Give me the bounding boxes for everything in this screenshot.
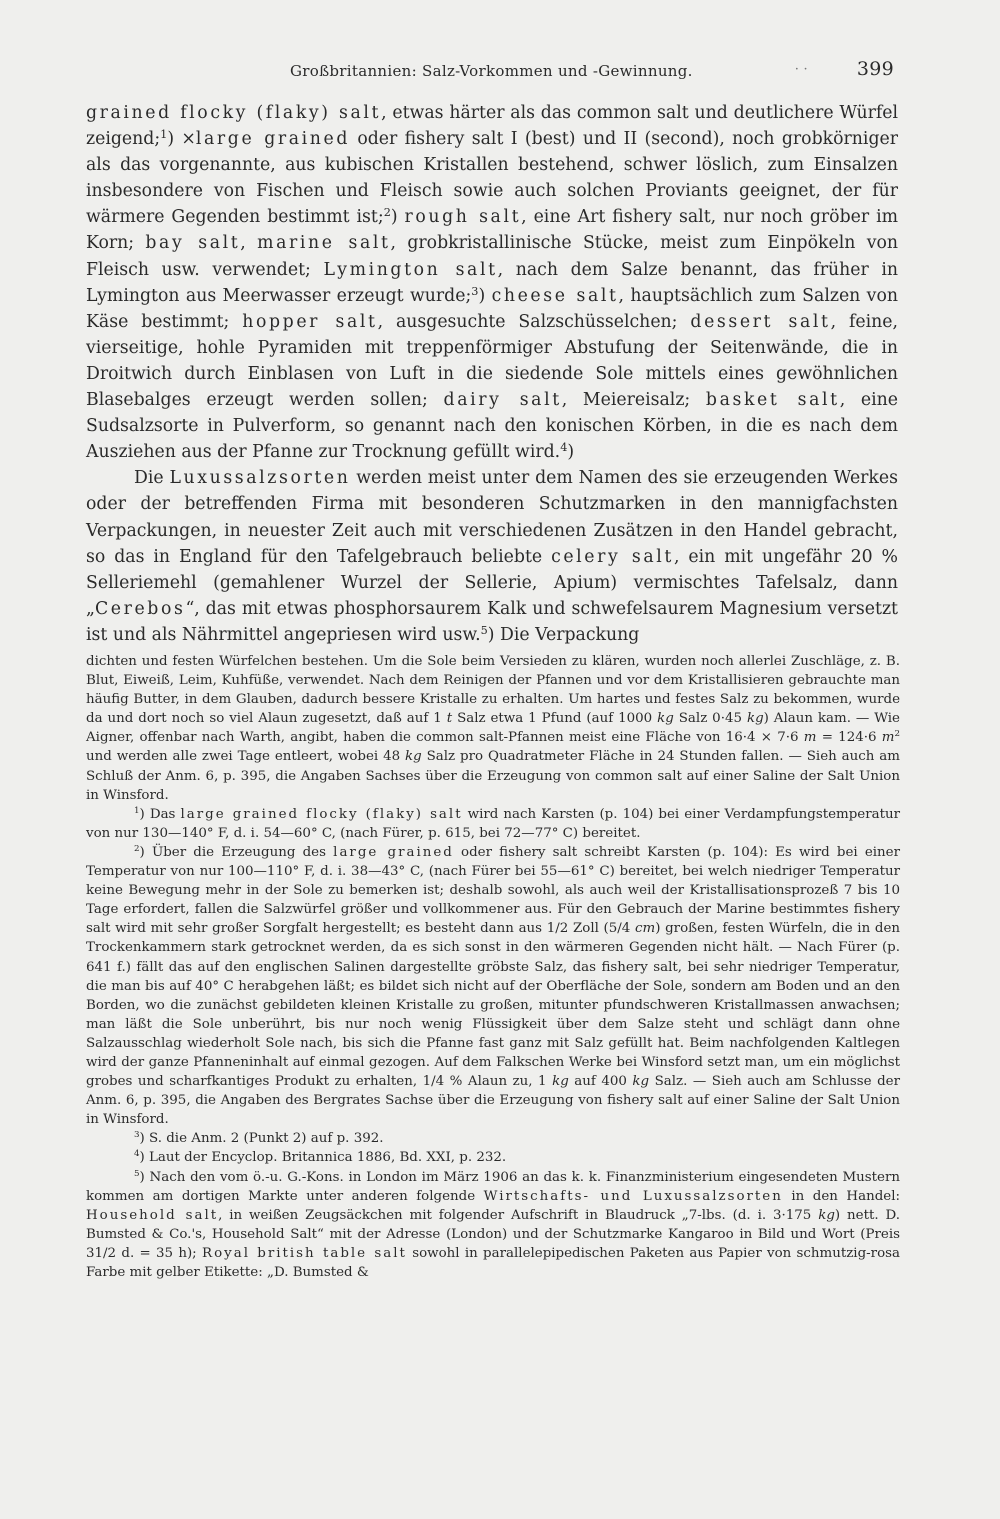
spaced-term: Wirtschafts- und Luxussalzsorten: [483, 1188, 783, 1204]
text-run: d. = 35 h);: [116, 1245, 202, 1261]
text-run: ) Über die Erzeugung des: [139, 844, 334, 860]
header-mark: · ·: [794, 62, 808, 77]
text-run: in den Handel:: [782, 1188, 901, 1204]
footnotes: [86, 652, 900, 1282]
text-run: , Meiereisalz;: [561, 390, 706, 411]
footnote-marker: 4: [560, 441, 568, 455]
spaced-term: bay salt: [145, 233, 241, 254]
text-run: , grobkristallinische Stücke, meist zum Einpökeln von Fleisch usw. verwendet;: [86, 233, 898, 280]
spaced-term: hopper salt: [242, 311, 378, 332]
text-run: ,: [240, 233, 258, 254]
text-run: , ausgesuchte Salzschüsselchen;: [377, 311, 691, 332]
text-run: , ein mit ungefähr 20 % Selleriemehl (gemahlener Wurzel der Sellerie, Apium) vermischtes Tafelsalz, dann „: [86, 546, 898, 619]
text-run: 1/4 %: [422, 1074, 463, 1090]
text-run: ): [478, 285, 492, 306]
spaced-term: grained flocky (flaky) salt: [86, 103, 382, 123]
text-run: und werden alle zwei Tage entleert, wobei 48: [86, 749, 406, 765]
text-run: werden meist unter dem Namen des sie erzeugenden Werkes oder der betreffenden Firma mit besonderen Schutzmarken in den mannigfachsten Verpackungen, in neuester Zeit auch mit verschiedenen Zusätzen in den Handel gebracht, so das in England für den Tafelgebrauch beliebte: [86, 468, 898, 567]
text-run: ): [567, 442, 575, 463]
running-header: [86, 58, 906, 86]
footnote-1: [86, 805, 900, 843]
text-run: dichten und festen Würfelchen bestehen. Um die Sole beim Versieden zu klären, wurden noch allerlei Zuschläge, z. B. Blut, Eiweiß, Leim, Kuhfüße, verwendet. Nach dem Reinigen der Pfannen und vor dem Kristallisieren gebrauchte man häufig Butter, in dem Glauben, dadurch bessere Kristalle zu erhalten. Um hartes und festes Salz zu bekommen, wurde da und dort noch so viel Alaun zugesetzt, daß auf 1: [86, 654, 900, 727]
unit-text: kg: [818, 1207, 835, 1223]
text-run: , in weißen Zeugsäckchen mit folgender Aufschrift in Blaudruck „7-lbs. (d. i. 3·175: [218, 1207, 819, 1223]
footnote-3: [86, 1129, 900, 1148]
running-title: Großbritannien: Salz-Vorkommen und -Gewinnung.: [290, 62, 693, 80]
spaced-term: Cerebos: [94, 598, 186, 619]
spaced-term: Luxussalzsorten: [169, 468, 351, 489]
unit-text: kg: [746, 711, 764, 727]
unit-text: m: [803, 730, 817, 746]
text-run: ) ×: [167, 129, 196, 150]
text-run: Alaun zu, 1: [462, 1074, 553, 1090]
spaced-term: Royal british table salt: [202, 1245, 407, 1261]
spaced-term: Household salt: [86, 1207, 219, 1223]
text-run: , etwas härter als das common salt und deutlichere Würfel zeigend;: [86, 103, 898, 150]
paragraph-luxury-salts: [86, 465, 898, 648]
unit-text: kg: [552, 1074, 569, 1090]
footnote-marker: 1: [160, 127, 168, 141]
text-run: ) Das: [139, 806, 181, 822]
text-run: wird nach Karsten (p. 104) bei einer Verdampfungstemperatur von nur 130—140° F, d. i. 54—60° C, (nach Fürer, p. 615, bei 72—77° C) bereitet.: [86, 806, 900, 841]
footnote-marker: 4: [134, 1149, 140, 1160]
spaced-term: cheese salt: [491, 285, 619, 306]
spaced-term: dessert salt: [690, 311, 831, 332]
spaced-term: basket salt: [705, 390, 840, 411]
unit-text: kg: [632, 1074, 650, 1090]
main-text: [86, 100, 898, 648]
footnote-2: [86, 843, 900, 1129]
unit-text: kg: [405, 749, 422, 765]
footnote-marker: 2: [134, 844, 140, 855]
text-run: ): [390, 207, 405, 228]
text-run: auf 400: [568, 1074, 633, 1090]
text-run: ) S. die Anm. 2 (Punkt 2) auf p. 392.: [139, 1131, 384, 1147]
paragraph-salt-types: [86, 100, 898, 465]
unit-text: cm: [635, 921, 656, 937]
text-run: Salz etwa 1 Pfund (auf 1000: [452, 711, 658, 727]
footnote-marker: 2: [383, 206, 391, 220]
spaced-term: marine salt: [257, 233, 391, 254]
page-number: 399: [856, 58, 894, 80]
text-run: 1/2: [94, 1245, 117, 1261]
text-run: ) Laut der Encyclop. Britannica 1886, Bd. XXI, p. 232.: [139, 1150, 507, 1166]
text-run: ) Alaun kam. — Wie Aigner, offenbar nach Warth, angibt, haben die common salt-Pfannen meist eine Fläche von 16·4 × 7·6: [86, 711, 900, 746]
spaced-term: dairy salt: [443, 390, 562, 411]
text-run: sowohl in parallelepipedischen Paketen aus Papier von schmutzig-rosa Farbe mit gelber Etikette: „D. Bumsted &: [86, 1245, 901, 1280]
text-run: , eine Art fishery salt, nur noch gröber im Korn;: [86, 207, 898, 254]
text-run: oder fishery salt I (best) und II (second), noch grobkörniger als das vorgenannte, aus kubischen Kristallen bestehend, schwer löslich, zum Einsalzen insbesondere von Fischen und Fleisch sowie auch solchen Proviants geeignet, der für wärmere Gegenden bestimmt ist;: [86, 129, 898, 228]
footnote-marker: 5: [134, 1168, 140, 1179]
footnote-5: [86, 1168, 900, 1283]
text-run: Salz. — Sieh auch am Schlusse der Anm. 6, p. 395, die Angaben des Bergrates Sachse über die Erzeugung von fishery salt auf einer Saline der Salt Union in Winsford.: [86, 1074, 900, 1128]
spaced-term: rough salt: [404, 207, 522, 228]
text-run: , feine, vierseitige, hohle Pyramiden mit treppenförmiger Abstufung der Seitenwände, die in Droitwich durch Einblasen von Luft in die siedende Sole mittels eines gewöhnlichen Blasebalges erzeugt werden sollen;: [86, 311, 899, 411]
footnote-marker: 3: [471, 284, 479, 298]
text-run: ) großen, festen Würfeln, die in den Trockenkammern stark getrocknet werden, da es sich sonst in den wärmeren Gegenden nicht hält. — Nach Fürer (p. 641 f.) fällt das auf den englischen Salinen dargestellte gröbste Salz, das fishery salt, bei sehr niedriger Temperatur, die man bis auf 40° C herabgehen läßt; es bildet sich nicht auf der Oberfläche der Sole, sondern am Boden und an den Borden, wo die zunächst gebildeten kleinen Kristalle zu großen, mitunter pfundschweren Kristallmassen anwachsen; man läßt die Sole unberührt, bis nur noch wenig Flüssigkeit über dem Salze steht und schlägt dann ohne Salzausschlag wiederholt Sole nach, bis sich die Pfanne fast ganz mit Salz gefüllt hat. Beim nachfolgenden Kaltlegen wird der ganze Pfanneninhalt auf einmal gezogen. Auf dem Falkschen Werke bei Winsford setzt man, um ein möglichst grobes und scharfkantiges Produkt zu erhalten,: [86, 921, 900, 1090]
text-run: = 124·6: [816, 730, 882, 746]
spaced-term: large grained flocky (flaky) salt: [180, 806, 463, 822]
text-run: Zoll (: [568, 921, 609, 937]
text-run: Die: [134, 468, 170, 489]
text-run: ) nett. D. Bumsted & Co.'s, Household Salt“ mit der Adresse (London) und der Schutzmarke Kangaroo in Bild und Wort (Preis 3: [86, 1207, 900, 1261]
footnote-4: [86, 1148, 900, 1167]
text-run: , eine Sudsalzsorte in Pulverform, so genannt nach den konischen Körben, in die es nach dem Ausziehen aus der Pfanne zur Trocknung gefüllt wird.: [86, 390, 898, 463]
footnote-marker: 5: [480, 623, 488, 637]
text-run: oder fishery salt schreibt Karsten (p. 104): Es wird bei einer Temperatur von nur 100—110° F, d. i. 38—43° C, (nach Fürer bei 55—61° C) bereitet, bei welch niedriger Temperatur keine Bewegung mehr in der Sole zu bemerken ist; deshalb sowohl, als auch weil der Kristallisationsprozeß 7 bis 10 Tage erfordert, fallen die Salzwürfel größer und vollkommener aus. Für den Gebrauch der Marine bestimmtes fishery salt wird mit sehr großer Sorgfalt hergestellt; es besteht dann aus: [86, 844, 900, 937]
text-run: ) Die Verpackung: [487, 624, 640, 645]
spaced-term: large grained: [195, 129, 350, 150]
spaced-term: Lymington salt: [323, 259, 498, 280]
text-run: 1/2: [546, 921, 569, 937]
unit-text: t: [446, 711, 453, 727]
text-run: ) Nach den vom ö.-u. G.-Kons. in London im März 1906 an das k. k. Finanzministerium eingesendeten Mustern kommen am dortigen Markte unter anderen folgende: [86, 1169, 900, 1204]
text-run: , hauptsächlich zum Salzen von Käse bestimmt;: [86, 285, 898, 332]
footnote-continuation: [86, 652, 900, 805]
text-run: , nach dem Salze benannt, das früher in Lymington aus Meerwasser erzeugt wurde;: [86, 259, 898, 306]
spaced-term: large grained: [333, 844, 454, 860]
footnote-marker: 2: [894, 729, 900, 740]
text-run: “, das mit etwas phosphorsaurem Kalk und schwefelsaurem Magnesium versetzt ist und als Nährmittel angepriesen wird usw.: [86, 598, 898, 645]
text-run: Salz pro Quadratmeter Fläche in 24 Stunden fallen. — Sieh auch am Schluß der Anm. 6, p. 395, die Angaben Sachses über die Erzeugung von common salt auf einer Saline der Salt Union in Winsford.: [86, 749, 900, 803]
spaced-term: celery salt: [551, 546, 674, 567]
text-run: 5/4: [608, 921, 635, 937]
text-run: Salz 0·45: [673, 711, 747, 727]
unit-text: kg: [657, 711, 674, 727]
footnote-marker: 3: [134, 1130, 140, 1141]
unit-text: m: [881, 730, 895, 746]
footnote-marker: 1: [134, 805, 140, 816]
